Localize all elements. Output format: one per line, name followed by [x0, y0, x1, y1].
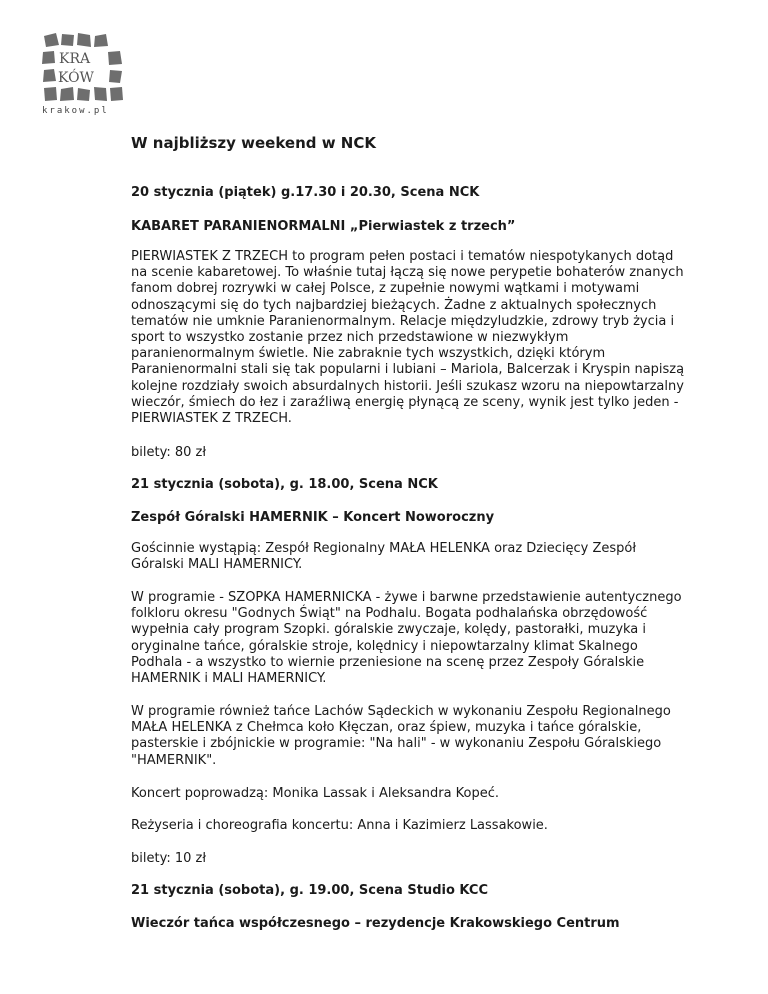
event3-date: 21 stycznia (sobota), g. 19.00, Scena Studio KCC — [131, 883, 488, 898]
event2-program-line: HAMERNIK i MALI HAMERNICY. — [131, 671, 327, 687]
event2-hosts: Koncert poprowadzą: Monika Lassak i Aleksandra Kopeć. — [131, 786, 500, 801]
logo-url: krakow.pl — [42, 106, 109, 116]
event2-guests-line: Gościnnie wystąpią: Zespół Regionalny MAŁA HELENKA oraz Dziecięcy Zespół — [131, 541, 637, 556]
event1-description — [131, 249, 741, 427]
event1-description-line: odnoszącymi się do tych najbardziej bieżących. Żadne z aktualnych społecznych — [131, 297, 657, 313]
event1-description-line: sport to wszystko zostanie przez nich przedstawione w niezwykłym — [131, 330, 569, 346]
event2-date: 21 stycznia (sobota), g. 18.00, Scena NCK — [131, 477, 438, 492]
event1-description-line: tematów nie umknie Paranienormalnym. Relacje międzyludzkie, zdrowy tryb życia i — [131, 313, 675, 329]
event1-description-line: paranienormalnym świetle. Nie zabraknie tych wszystkich, dzięki którym — [131, 346, 606, 362]
page-title: W najbliższy weekend w NCK — [131, 134, 376, 152]
logo-text-line1: KRA — [59, 51, 91, 67]
event2-program-line: oryginalne tańce, góralskie stroje, kolędnicy i niepowtarzalny klimat Skalnego — [131, 638, 638, 654]
event2-program-line: W programie - SZOPKA HAMERNICKA - żywe i barwne przedstawienie autentycznego — [131, 590, 682, 605]
event2-program2-line: pasterskie i zbójnickie w programie: "Na hali" - w wykonaniu Zespołu Góralskiego — [131, 736, 662, 752]
event2-guests — [131, 541, 741, 573]
event2-program-line: folkloru okresu "Godnych Świąt" na Podhalu. Bogata podhalańska obrzędowość — [131, 606, 648, 622]
event1-description-line: fanom dobrej rozrywki w całej Polsce, z zupełnie nowymi wątkami i motywami — [131, 281, 640, 297]
krakow-logo-mark — [40, 30, 130, 110]
event1-date: 20 stycznia (piątek) g.17.30 i 20.30, Scena NCK — [131, 185, 480, 200]
event2-program2-line: W programie również tańce Lachów Sądeckich w wykonaniu Zespołu Regionalnego — [131, 704, 671, 719]
event2-title: Zespół Góralski HAMERNIK – Koncert Noworoczny — [131, 510, 495, 525]
event2-direction: Reżyseria i choreografia koncertu: Anna i Kazimierz Lassakowie. — [131, 818, 548, 833]
event2-program-line: wypełnia cały program Szopki. góralskie zwyczaje, kolędy, pastorałki, muzyka i — [131, 622, 647, 638]
event2-tickets: bilety: 10 zł — [131, 851, 207, 866]
event2-guests-line: Góralski MALI HAMERNICY. — [131, 557, 303, 573]
event2-program2-line: "HAMERNIK". — [131, 752, 217, 768]
event2-program2 — [131, 704, 741, 769]
event3-title: Wieczór tańca współczesnego – rezydencje Krakowskiego Centrum — [131, 916, 620, 931]
event2-program-line: Podhala - a wszystko to wiernie przeniesione na scenę przez Zespoły Góralskie — [131, 654, 645, 670]
logo-text-line2: KÓW — [58, 70, 94, 86]
event1-description-line: PIERWIASTEK Z TRZECH. — [131, 411, 292, 427]
event1-title: KABARET PARANIENORMALNI „Pierwiastek z trzech” — [131, 219, 516, 234]
event1-description-line: kolejne rozdziały swoich absurdalnych historii. Jeśli szukasz wzoru na niepowtarzalny — [131, 378, 684, 394]
event1-description-line: Paranienormalni stali się tak popularni i lubiani – Mariola, Balcerzak i Kryspin napiszą — [131, 362, 685, 378]
event1-tickets: bilety: 80 zł — [131, 445, 207, 460]
event1-description-line: wieczór, śmiech do łez i zaraźliwą energię płynącą ze sceny, wynik jest tylko jeden - — [131, 394, 679, 410]
event1-description-line: PIERWIASTEK Z TRZECH to program pełen postaci i tematów niespotykanych dotąd — [131, 249, 674, 264]
event2-program — [131, 590, 741, 687]
event1-description-line: na scenie kabaretowej. To właśnie tutaj łączą się nowe perypetie bohaterów znanych — [131, 265, 684, 281]
event2-program2-line: MAŁA HELENKA z Chełmca koło Kłęczan, oraz śpiew, muzyka i tańce góralskie, — [131, 720, 642, 736]
